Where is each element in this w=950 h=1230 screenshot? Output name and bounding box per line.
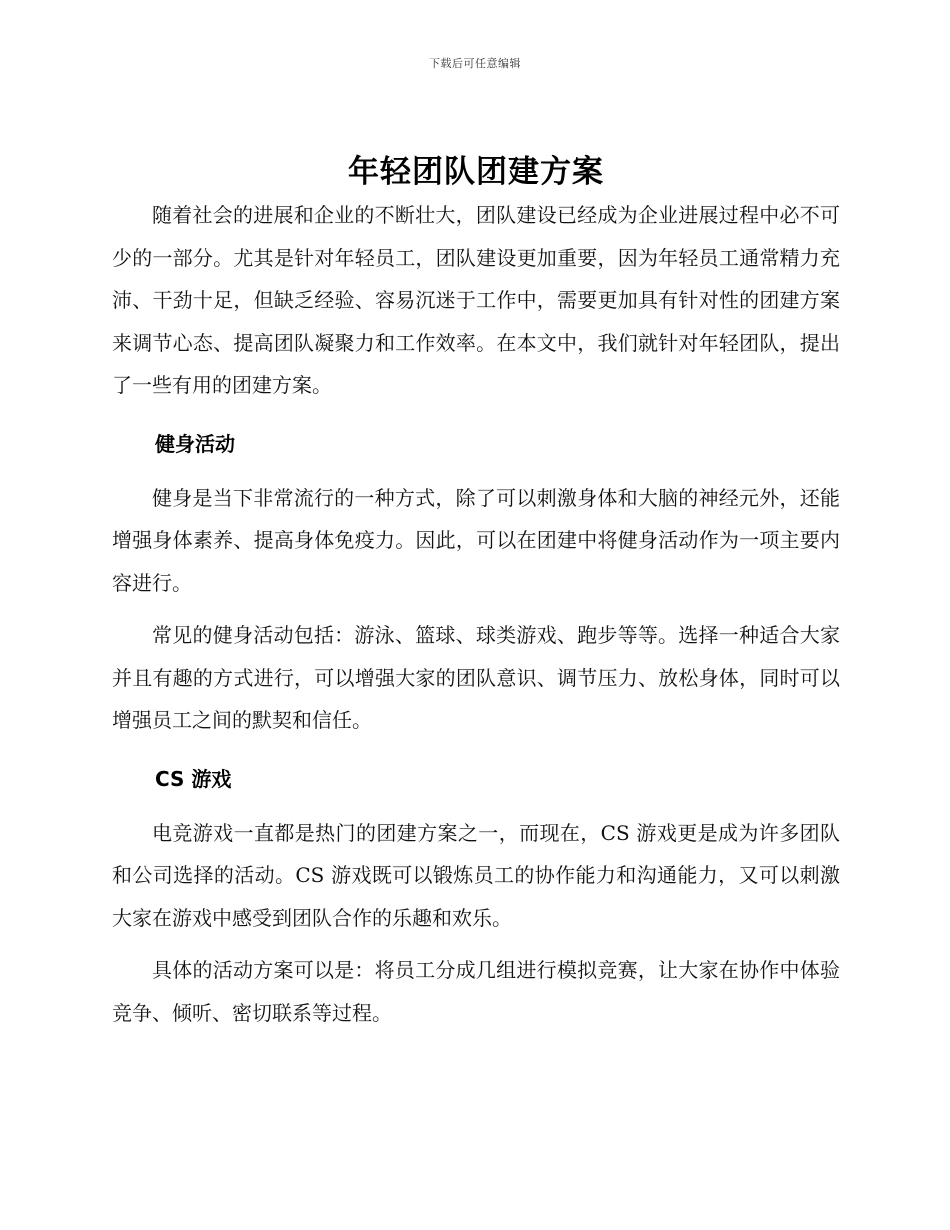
section-cs-game xyxy=(112,758,840,1035)
section-fitness xyxy=(112,423,840,742)
document-title: 年轻团队团建方案 xyxy=(348,154,604,190)
section-heading: 健身活动 xyxy=(155,431,235,456)
intro-paragraph: 随着社会的进展和企业的不断壮大，团队建设已经成为企业进展过程中必不可少的一部分。尤其是针对年轻员工，团队建设更加重要，因为年轻员工通常精力充沛、干劲十足，但缺乏经验、容易沉迷于工作中，需要更加具有针对性的团建方案来调节心态、提高团队凝聚力和工作效率。在本文中，我们就针对年轻团队，提出了一些有用的团建方案。 xyxy=(112,203,840,397)
body-paragraph: 常见的健身活动包括：游泳、篮球、球类游戏、跑步等等。选择一种适合大家并且有趣的方式进行，可以增强大家的团队意识、调节压力、放松身体，同时可以增强员工之间的默契和信任。 xyxy=(112,623,840,732)
body-paragraph: 电竞游戏一直都是热门的团建方案之一，而现在，CS 游戏更是成为许多团队和公司选择的活动。CS 游戏既可以锻炼员工的协作能力和沟通能力，又可以刺激大家在游戏中感受到团队合作的乐趣和欢乐。 xyxy=(112,820,840,930)
body-paragraph: 健身是当下非常流行的一种方式，除了可以刺激身体和大脑的神经元外，还能增强身体素养、提高身体免疫力。因此，可以在团建中将健身活动作为一项主要内容进行。 xyxy=(112,485,840,595)
section-heading: CS 游戏 xyxy=(155,766,232,791)
document-body xyxy=(112,150,840,1034)
body-paragraph: 具体的活动方案可以是：将员工分成几组进行模拟竞赛，让大家在协作中体验竞争、倾听、密切联系等过程。 xyxy=(112,958,840,1025)
header-note: 下载后可任意编辑 xyxy=(429,57,521,70)
